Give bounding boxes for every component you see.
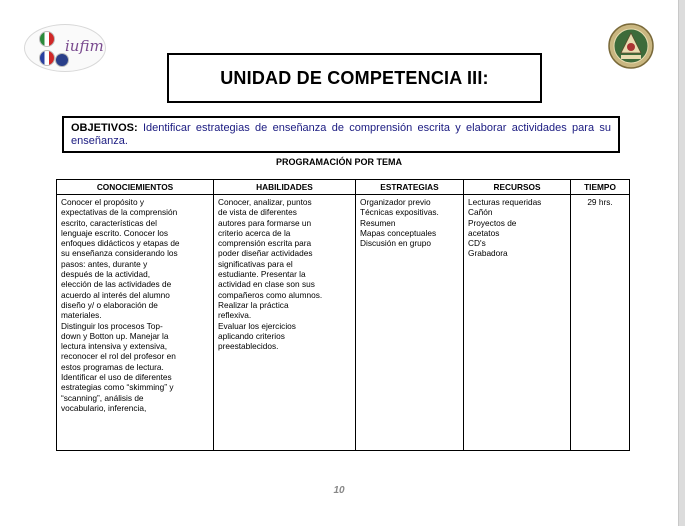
cell-habilidades	[214, 195, 356, 451]
text-line: autores para formarse un	[218, 217, 312, 228]
text-line: lenguaje escrito. Conocer los	[61, 227, 168, 238]
text-line: su enseñanza considerando los	[61, 248, 178, 259]
text-line: compañeros como alumnos.	[218, 289, 323, 300]
section-title: PROGRAMACIÓN POR TEMA	[276, 157, 402, 167]
text-line: Identificar el uso de diferentes	[61, 372, 172, 383]
text-line: CD's	[468, 238, 486, 249]
text-line: Conocer, analizar, puntos	[218, 197, 312, 207]
text-line: Distinguir los procesos Top-	[61, 320, 163, 331]
text-line: después de la actividad,	[61, 269, 151, 280]
university-seal-icon	[607, 22, 655, 70]
text-line: Mapas conceptuales	[360, 227, 437, 238]
text-line: Técnicas expositivas.	[360, 207, 439, 218]
text-line: Organizador previo	[360, 197, 431, 207]
cell-recursos	[464, 195, 571, 451]
text-line: Lecturas requeridas	[468, 197, 542, 207]
header-conocimientos: CONOCIEMIENTOS	[57, 180, 214, 195]
header-estrategias: ESTRATEGIAS	[356, 180, 464, 195]
text-line: escrito, características del	[61, 217, 157, 228]
header-recursos: RECURSOS	[464, 180, 571, 195]
uk-flag-icon	[55, 53, 69, 67]
text-line: vocabulario, inferencia,	[61, 402, 147, 413]
objectives-label: OBJETIVOS:	[71, 122, 138, 134]
text-line: Cañón	[468, 207, 493, 218]
text-line: estudiante. Presentar la	[218, 269, 306, 280]
window-edge	[678, 0, 685, 526]
text-line: Evaluar los ejercicios	[218, 320, 296, 331]
text-line: comprensión escrita para	[218, 238, 312, 249]
institution-logo-left	[24, 24, 106, 72]
text-line: preestablecidos.	[218, 341, 279, 352]
text-line: pasos: antes, durante y	[61, 258, 148, 269]
unit-title: UNIDAD DE COMPETENCIA III:	[220, 67, 489, 88]
cell-conocimientos	[57, 195, 214, 451]
table-row	[57, 195, 630, 451]
text-line: Discusión en grupo	[360, 238, 432, 249]
text-line: Conocer el propósito y	[61, 197, 145, 207]
france-flag-icon	[39, 50, 55, 66]
text-line: diseño y/ o elaboración de	[61, 299, 158, 310]
text-line: estos programas de lectura.	[61, 361, 164, 372]
text-line: reflexiva.	[218, 310, 252, 321]
cell-estrategias	[356, 195, 464, 451]
header-habilidades: HABILIDADES	[214, 180, 356, 195]
page-number: 10	[333, 485, 345, 496]
text-line: lectura intensiva y extensiva,	[61, 341, 168, 352]
unit-title-box	[167, 53, 542, 103]
text-line: Realizar la práctica	[218, 299, 289, 310]
program-table	[56, 179, 630, 451]
header-tiempo: TIEMPO	[571, 180, 630, 195]
text-line: Grabadora	[468, 248, 508, 259]
logo-text: iufim	[65, 37, 104, 55]
text-line: Proyectos de	[468, 217, 517, 228]
text-line: materiales.	[61, 310, 102, 321]
text-line: elección de las actividades de	[61, 279, 172, 290]
text-line: actividad en clase son sus	[218, 279, 315, 290]
text-line: enfoques didácticos y etapas de	[61, 238, 180, 249]
objectives-text: Identificar estrategias de enseñanza de comprensión escrita y elaborar actividades para su enseñanza.	[71, 122, 611, 147]
text-line: de vista de diferentes	[218, 207, 297, 218]
mexico-flag-icon	[39, 31, 55, 47]
text-line: aplicando criterios	[218, 330, 285, 341]
objectives-box	[62, 116, 620, 153]
text-line: significativas para el	[218, 258, 293, 269]
text-line: down y Botton up. Manejar la	[61, 330, 169, 341]
table-header-row	[57, 180, 630, 195]
text-line: criterio acerca de la	[218, 227, 291, 238]
cell-tiempo: 29 hrs.	[571, 195, 630, 451]
text-line: poder diseñar actividades	[218, 248, 313, 259]
text-line: estrategias como “skimming” y	[61, 382, 174, 393]
text-line: expectativas de la comprensión	[61, 207, 178, 218]
text-line: acuerdo al interés del alumno	[61, 289, 170, 300]
text-line: Resumen	[360, 217, 396, 228]
text-line: acetatos	[468, 227, 500, 238]
text-line: “scanning”, análisis de	[61, 392, 144, 403]
text-line: reconocer el rol del profesor en	[61, 351, 176, 362]
